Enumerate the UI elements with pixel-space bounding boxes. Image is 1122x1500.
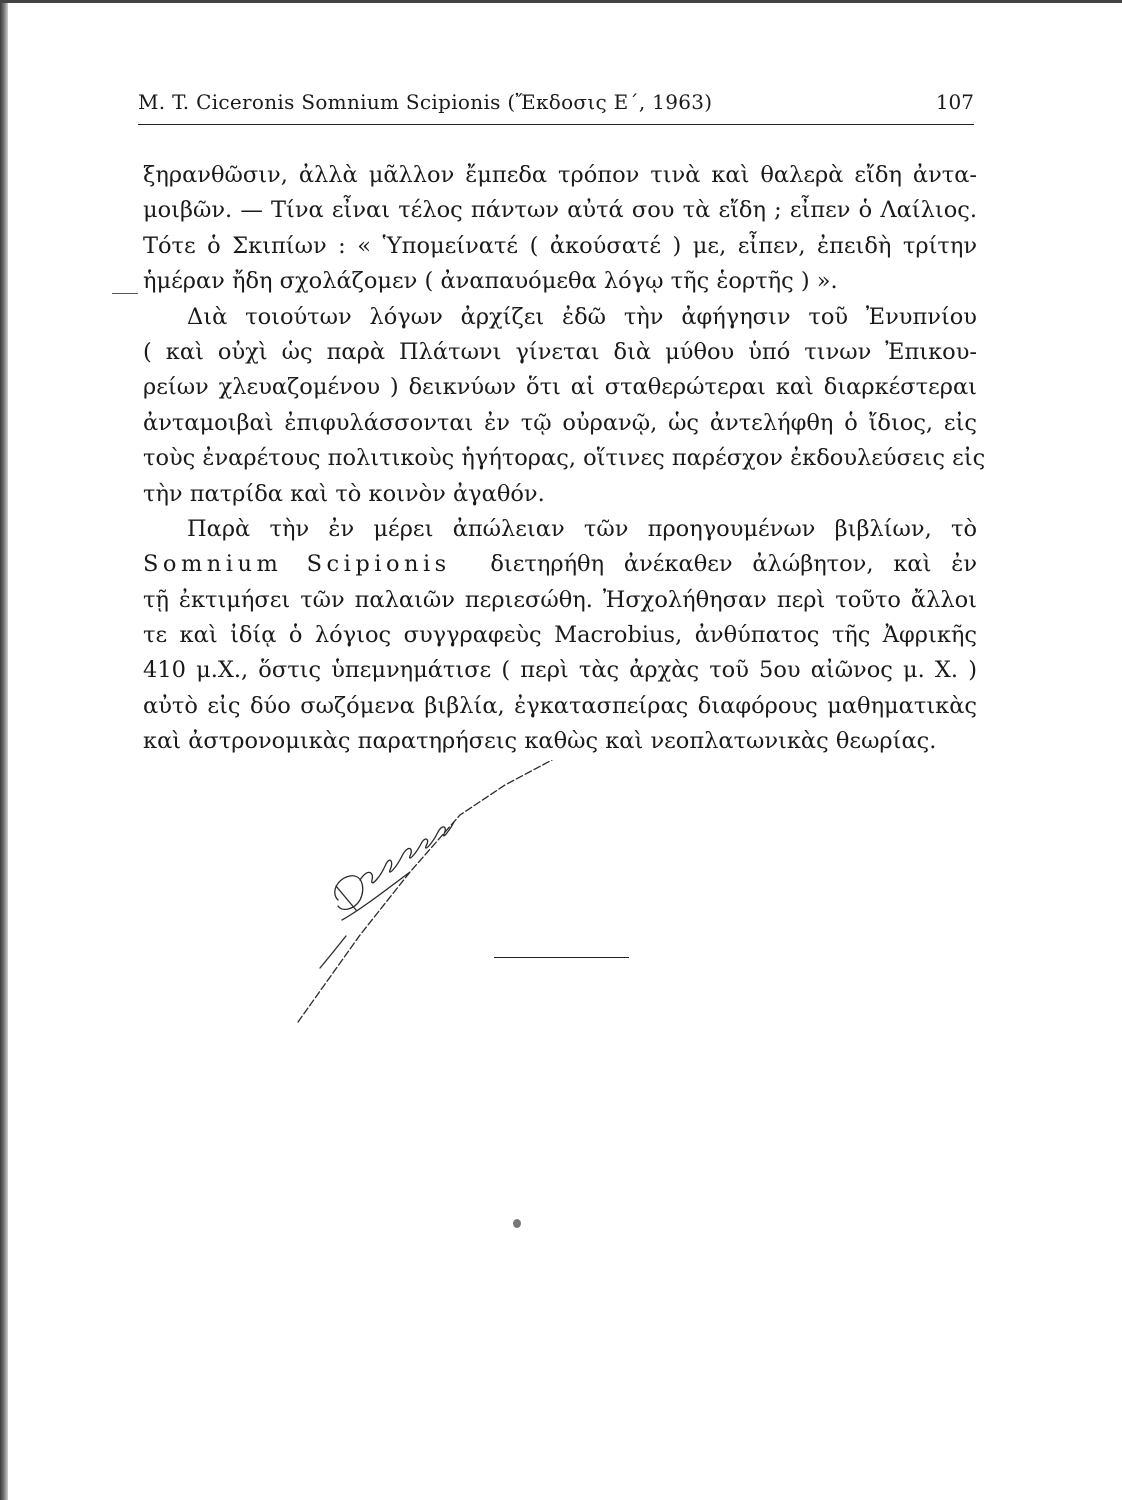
spaced-title: Somnium Scipionis	[143, 551, 451, 578]
text-line: Διὰ τοιούτων λόγων ἀρχίζει ἐδῶ τὴν ἀφήγησιν τοῦ Ἐνυπνίου	[187, 303, 977, 330]
scan-edge	[0, 0, 8, 1500]
text-line	[143, 547, 977, 582]
scan-top-edge	[0, 0, 1122, 3]
text-line: τοὺς ἐναρέτους πολιτικοὺς ἡγήτορας, οἵτινες παρέσχον ἐκδουλεύσεις εἰς	[143, 445, 986, 472]
text-line: τῇ ἐκτιμήσει τῶν παλαιῶν περιεσώθη. Ἠσχολήθησαν περὶ τοῦτο ἄλλοι	[143, 586, 977, 613]
scan-speck	[513, 1219, 521, 1228]
handwritten-signature	[290, 760, 590, 1040]
page-number: 107	[935, 90, 974, 114]
page-header	[138, 90, 974, 120]
margin-pencil-mark	[112, 293, 138, 294]
text-line: ἡμέραν ἤδη σχολάζομεν ( ἀναπαυόμεθα λόγῳ τῆς ἑορτῆς ) ».	[143, 268, 838, 295]
text-line: τε καὶ ἰδίᾳ ὁ λόγιος συγγραφεὺς Macrobius, ἀνθύπατος τῆς Ἀφρικῆς	[143, 622, 977, 649]
text-line: καὶ ἀστρονομικὰς παρατηρήσεις καθὼς καὶ νεοπλατωνικὰς θεωρίας.	[143, 728, 937, 755]
text-line-rest: διετηρήθη ἀνέκαθεν ἀλώβητον, καὶ ἐν	[490, 551, 977, 578]
text-line: τὴν πατρίδα καὶ τὸ κοινὸν ἀγαθόν.	[143, 480, 545, 507]
text-line: ρείων χλευαζομένου ) δεικνύων ὅτι αἱ σταθερώτεραι καὶ διαρκέστεραι	[143, 374, 977, 401]
text-line: ξηρανθῶσιν, ἀλλὰ μᾶλλον ἔμπεδα τρόπον τινὰ καὶ θαλερὰ εἴδη ἀντα-	[143, 162, 977, 188]
text-line: αὐτὸ εἰς δύο σωζόμενα βιβλία, ἐγκατασπείρας διαφόρους μαθηματικὰς	[143, 692, 977, 719]
body-text	[143, 158, 986, 760]
text-line: μοιβῶν. — Τίνα εἶναι τέλος πάντων αὐτά σου τὰ εἴδη ; εἶπεν ὁ Λαίλιος.	[143, 197, 977, 224]
text-line: Παρὰ τὴν ἐν μέρει ἀπώλειαν τῶν προηγουμένων βιβλίων, τὸ	[187, 515, 977, 542]
text-line: 410 μ.Χ., ὅστις ὑπεμνημάτισε ( περὶ τὰς ἀρχὰς τοῦ 5ου αἰῶνος μ. Χ. )	[143, 657, 977, 684]
running-title: M. T. Ciceronis Somnium Scipionis (Ἔκδοσις Ε΄, 1963)	[138, 90, 713, 114]
end-rule	[494, 957, 629, 958]
text-line: Τότε ὁ Σκιπίων : « Ὑπομείνατέ ( ἀκούσατέ ) με, εἶπεν, ἐπειδὴ τρίτην	[143, 232, 977, 259]
text-line: ἀνταμοιβαὶ ἐπιφυλάσσονται ἐν τῷ οὐρανῷ, ὡς ἀντελήφθη ὁ ἴδιος, εἰς	[143, 409, 977, 436]
header-rule	[138, 124, 974, 125]
text-line: ( καὶ οὐχὶ ὡς παρὰ Πλάτωνι γίνεται διὰ μύθου ὑπό τινων Ἐπικου-	[143, 338, 977, 365]
